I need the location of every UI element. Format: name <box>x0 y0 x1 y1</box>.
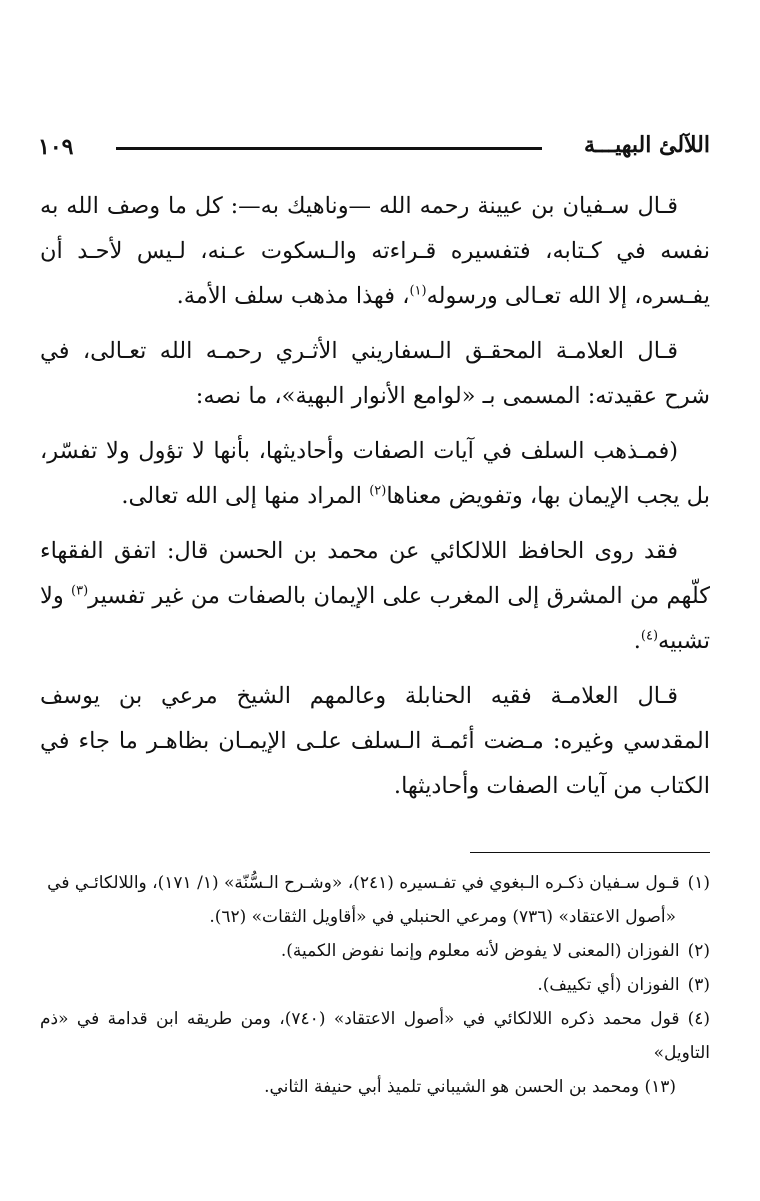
footnote-text: الفوزان (أي تكييف). <box>537 975 680 995</box>
paragraph-text: (فمـذهب السلف في آيات الصفات وأحاديثها، بأنها لا تؤول ولا تفسّر، بل يجب الإيمان بها، وتفويض معناها <box>40 438 710 509</box>
page-number: ١٠٩ <box>38 134 74 160</box>
footnote <box>40 1002 710 1104</box>
footnote-text: قـول سـفيان ذكـره الـبغوي في تفـسيره (٢٤١)، «وشـرح الـسُّنّة» (١/ ١٧١)، واللالكائـي في <box>47 873 680 893</box>
footnote-reference: (١) <box>409 283 427 299</box>
paragraph-text: قـال سـفيان بن عيينة رحمه الله —وناهيك به—: كل ما وصف الله به نفسه في كـتابه، فتفسيره قـراءته والـسكوت عـنه، لـيس لأحـد أن يفـسره، إلا الله تعـالى ورسوله <box>40 193 710 309</box>
paragraph-text: . <box>633 628 641 654</box>
footnote-text: قول محمد ذكره اللالكائي في «أصول الاعتقاد» (٧٤٠)، ومن طريقه ابن قدامة في «ذم التاويل» <box>40 1009 710 1063</box>
footnotes <box>40 866 710 1104</box>
footnote-reference: (٣) <box>71 583 89 599</box>
footnote-reference: (٤) <box>640 628 659 644</box>
paragraph-text: فقد روى الحافظ اللالكائي عن محمد بن الحسن قال: اتفق الفقهاء كلّهم من المشرق إلى المغرب على الإيمان بالصفات من غير تفسير <box>40 538 710 609</box>
paragraph <box>40 329 710 419</box>
paragraph-text: قـال العلامـة فقيه الحنابلة وعالمهم الشيخ مرعي بن يوسف المقدسي وغيره: مـضت أئمـة الـسلف علـى الإيمـان بظاهـر ما جاء في الكتاب من آيات الصفات وأحاديثها. <box>40 683 710 799</box>
paragraph-text: قـال العلامـة المحقـق الـسفاريني الأثـري رحمـه الله تعـالى، في شرح عقيدته: المسمى بـ «لوامع الأنوار البهية»، ما نصه: <box>40 338 710 409</box>
paragraph <box>40 529 710 664</box>
paragraph-text: ، فهذا مذهب سلف الأمة. <box>176 283 410 309</box>
header-rule <box>116 147 542 150</box>
main-text <box>40 184 710 819</box>
footnote-number: (١) <box>687 873 710 893</box>
paragraph <box>40 184 710 319</box>
footnote <box>40 934 710 968</box>
paragraph-text: المراد منها إلى الله تعالى. <box>121 483 370 509</box>
footnote-separator <box>470 852 710 853</box>
paragraph <box>40 674 710 809</box>
footnote-text: الفوزان (المعنى لا يفوض لأنه معلوم وإنما نفوض الكمية). <box>280 941 680 961</box>
footnote <box>40 968 710 1002</box>
footnote-number: (٣) <box>687 975 710 995</box>
footnote <box>40 866 710 934</box>
paragraph-text: ولا تشبيه <box>40 583 710 654</box>
footnote-number: (٤) <box>687 1009 710 1029</box>
footnote-text: (١٣) ومحمد بن الحسن هو الشيباني تلميذ أبي حنيفة الثاني. <box>264 1077 676 1097</box>
paragraph <box>40 429 710 519</box>
running-header <box>38 128 710 168</box>
footnote-number: (٢) <box>687 941 710 961</box>
footnote-text: «أصول الاعتقاد» (٧٣٦) ومرعي الحنبلي في «أقاويل الثقات» (٦٢). <box>209 907 676 927</box>
book-title: اللآلئ البهيـــة <box>583 132 710 158</box>
footnote-reference: (٢) <box>369 483 387 499</box>
